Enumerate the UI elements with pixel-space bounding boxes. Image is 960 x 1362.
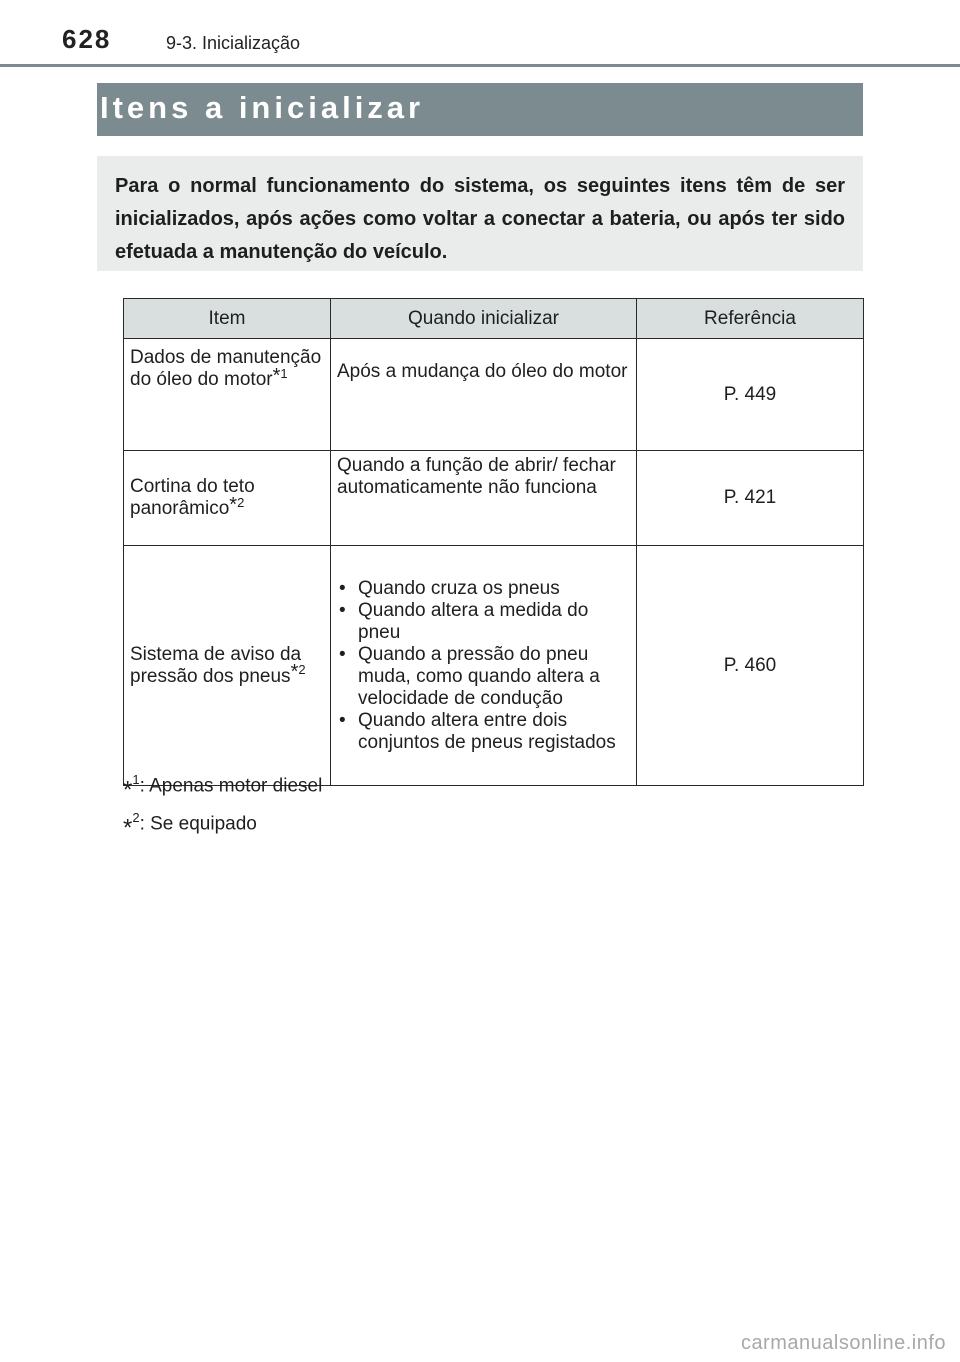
intro-text: Para o normal funcionamento do sistema, os seguintes itens têm de ser inicializados, após ações como voltar a conectar a bateria, ou após ter sido efetuada a manutenção do veículo. bbox=[115, 175, 845, 263]
list-item: • Quando a pressão do pneu muda, como quando altera a velocidade de condução bbox=[337, 644, 630, 710]
footnote-asterisk: * bbox=[123, 776, 133, 804]
item-name: Sistema de aviso da pressão dos pneus bbox=[130, 643, 302, 687]
footnote-text: : Apenas motor diesel bbox=[139, 775, 323, 797]
footnote-marker: *2 bbox=[290, 661, 306, 684]
header-divider bbox=[0, 64, 960, 67]
list-item: • Quando altera a medida do pneu bbox=[337, 600, 630, 644]
page-number: 628 bbox=[62, 24, 112, 54]
footnote bbox=[123, 772, 322, 804]
reference-cell: P. 421 bbox=[637, 451, 864, 546]
when-cell: Quando a função de abrir/ fechar automaticamente não funciona bbox=[331, 451, 637, 546]
footnote-marker: *2 bbox=[229, 493, 245, 516]
table-row bbox=[124, 339, 864, 451]
reference-cell: P. 460 bbox=[637, 546, 864, 786]
footnote-number: 2 bbox=[132, 810, 140, 825]
footnote bbox=[123, 810, 257, 842]
column-header-when: Quando inicializar bbox=[331, 299, 637, 339]
when-cell: Após a mudança do óleo do motor bbox=[331, 339, 637, 451]
item-cell bbox=[124, 339, 331, 451]
item-name: Dados de manutenção do óleo do motor bbox=[130, 347, 322, 390]
footnote-text: : Se equipado bbox=[139, 813, 257, 835]
section-title: Itens a inicializar bbox=[100, 90, 425, 125]
chapter-title: 9-3. Inicialização bbox=[166, 33, 301, 53]
column-header-item: Item bbox=[124, 299, 331, 339]
section-banner bbox=[97, 83, 863, 136]
watermark: carmanualsonline.info bbox=[740, 1332, 946, 1354]
column-header-reference: Referência bbox=[637, 299, 864, 339]
initialization-table bbox=[123, 298, 864, 786]
footnote-number: 1 bbox=[132, 772, 140, 787]
intro-box bbox=[97, 156, 863, 271]
table-row bbox=[124, 451, 864, 546]
table-header-row bbox=[124, 299, 864, 339]
when-cell bbox=[331, 546, 637, 786]
reference-cell: P. 449 bbox=[637, 339, 864, 451]
list-item: • Quando cruza os pneus bbox=[337, 578, 630, 600]
list-item: • Quando altera entre dois conjuntos de pneus registados bbox=[337, 710, 630, 754]
table-row bbox=[124, 546, 864, 786]
when-list bbox=[337, 578, 630, 754]
footnote-marker: *1 bbox=[272, 364, 288, 387]
item-cell bbox=[124, 451, 331, 546]
item-cell bbox=[124, 546, 331, 786]
item-name: Cortina do teto panorâmico bbox=[130, 476, 255, 519]
footnote-asterisk: * bbox=[123, 814, 133, 842]
